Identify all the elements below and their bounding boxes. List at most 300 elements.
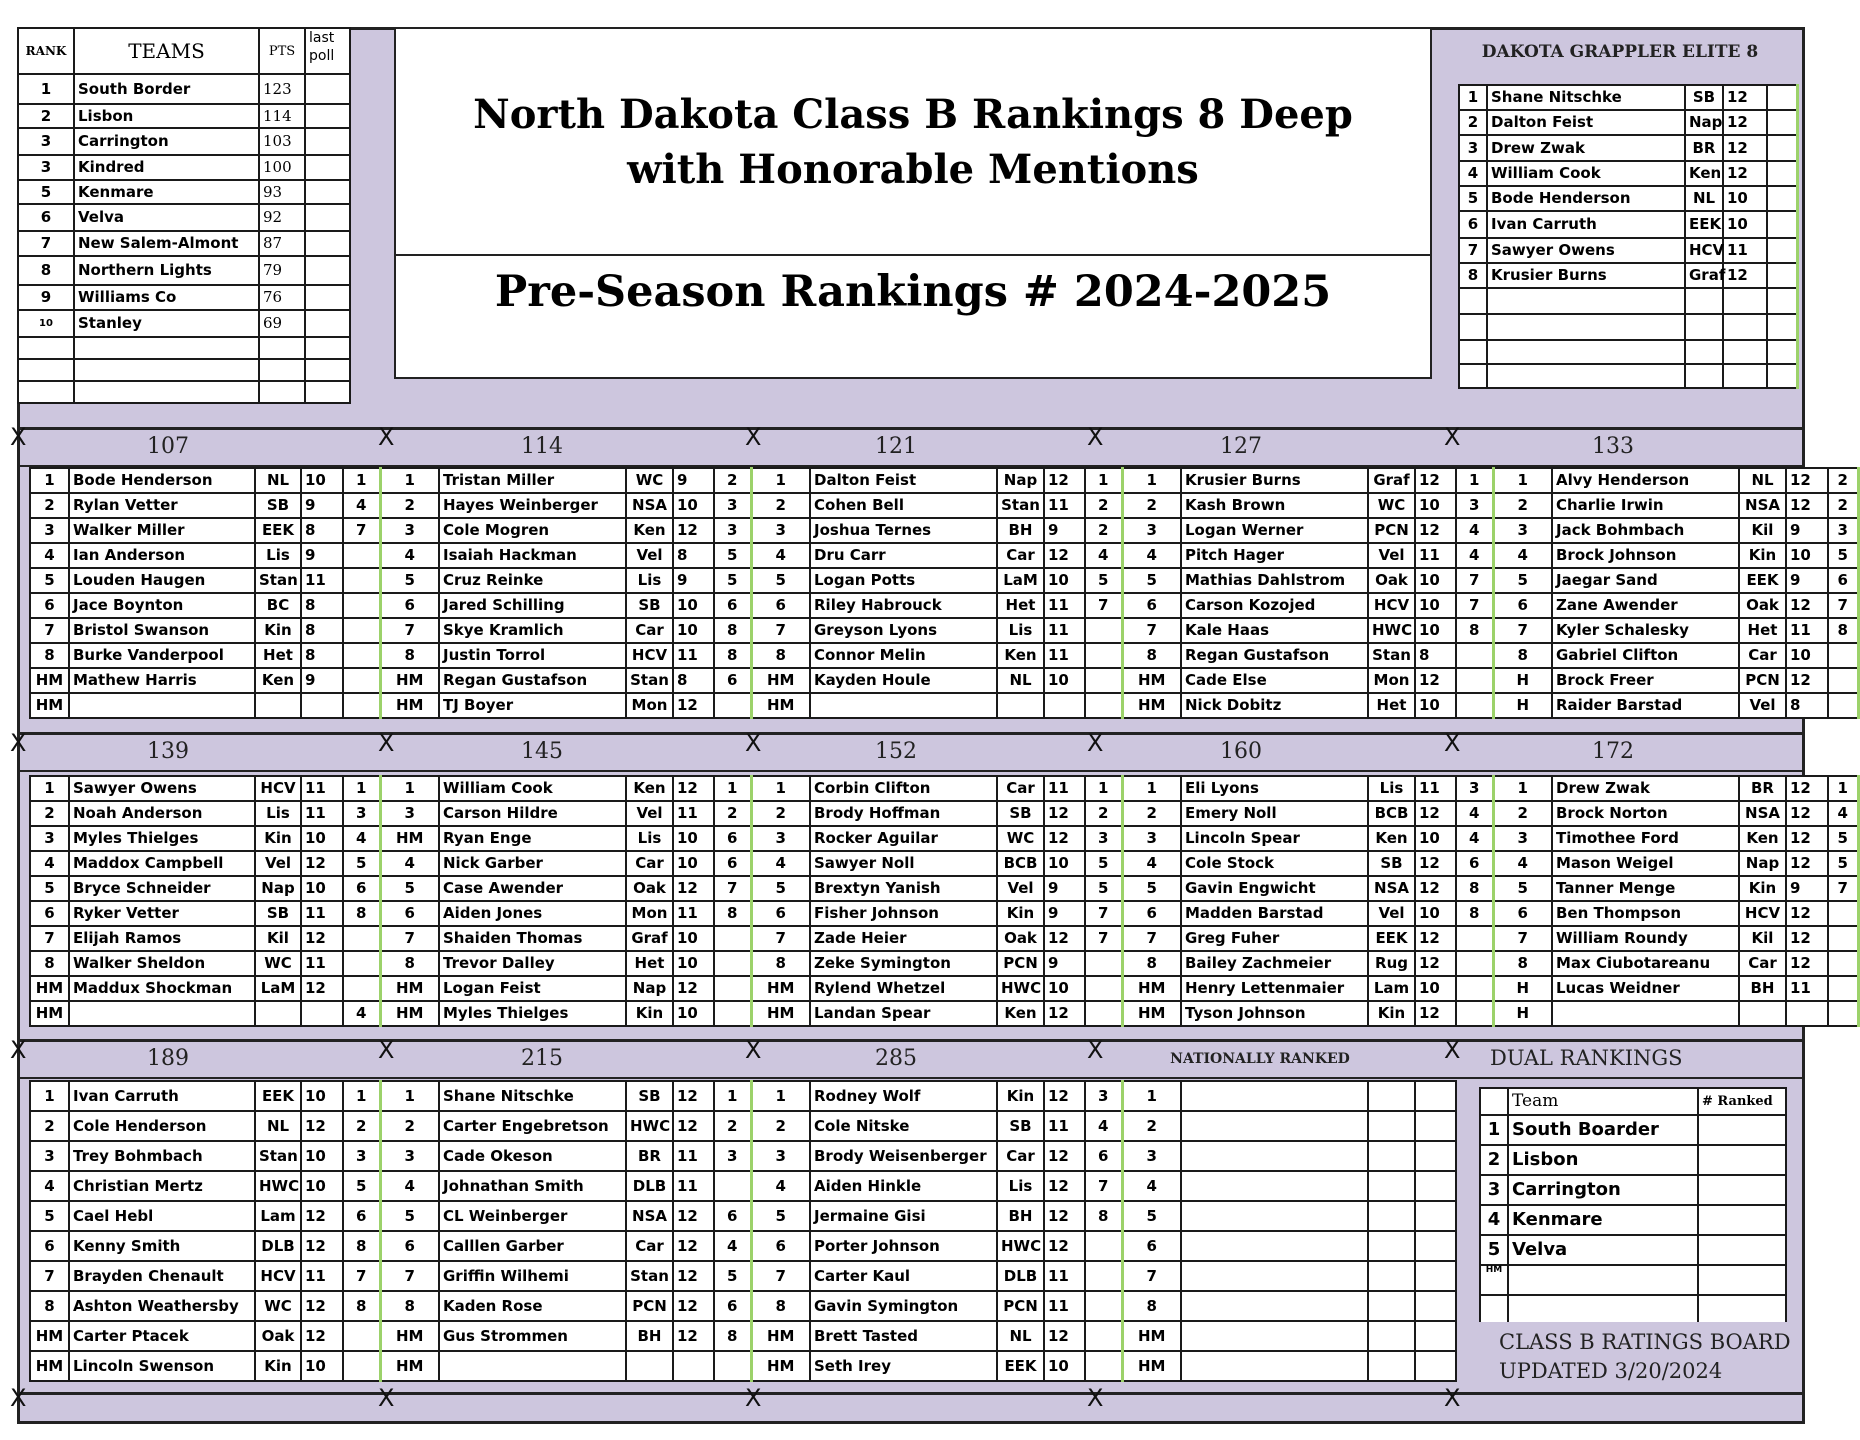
last-poll xyxy=(714,926,751,951)
wrestler-name: Bailey Zachmeier xyxy=(1181,951,1368,976)
wrestler-name: Kale Haas xyxy=(1181,618,1368,643)
wrestler-name: Cohen Bell xyxy=(810,493,997,518)
team: SB xyxy=(1368,851,1415,876)
elite-rank: 1 xyxy=(1459,85,1487,110)
elite-row xyxy=(1459,135,1797,161)
team: SB xyxy=(997,801,1044,826)
wrestler-name xyxy=(1181,1291,1368,1321)
wrestler-name: Riley Habrouck xyxy=(810,593,997,618)
weight-row xyxy=(30,518,1858,543)
elite-grade xyxy=(1723,288,1767,314)
rank: 7 xyxy=(380,1261,439,1291)
team: Mon xyxy=(626,901,673,926)
rank: 4 xyxy=(751,543,810,568)
last-poll: 5 xyxy=(1828,826,1858,851)
elite-row xyxy=(1459,314,1797,340)
team: PCN xyxy=(1739,668,1786,693)
grade: 12 xyxy=(1786,668,1828,693)
last-poll-value xyxy=(305,104,350,128)
last-poll: 4 xyxy=(714,1231,751,1261)
team: NL xyxy=(255,468,301,493)
grade: 12 xyxy=(1415,851,1456,876)
last-poll xyxy=(1085,976,1122,1001)
team: BR xyxy=(626,1141,673,1171)
ratings-board-footer xyxy=(1479,1322,1791,1392)
rank: 7 xyxy=(1493,926,1552,951)
rank: HM xyxy=(380,1321,439,1351)
elite-grade: 10 xyxy=(1723,211,1767,238)
team: NSA xyxy=(1739,493,1786,518)
wrestler-name: Carson Kozojed xyxy=(1181,593,1368,618)
elite-team xyxy=(1685,314,1723,340)
grade xyxy=(301,1001,343,1026)
wrestler-name: Seth Irey xyxy=(810,1351,997,1381)
rank: 4 xyxy=(380,1171,439,1201)
team: SB xyxy=(626,1081,673,1111)
wrestler-name xyxy=(1181,1321,1368,1351)
wrestler-name: Zeke Symington xyxy=(810,951,997,976)
grade: 8 xyxy=(1786,693,1828,718)
team-name: Carrington xyxy=(74,128,259,155)
page-subtitle: Pre-Season Rankings # 2024-2025 xyxy=(494,267,1332,317)
dual-rank: 2 xyxy=(1480,1145,1508,1175)
wrestler-name xyxy=(1181,1171,1368,1201)
weight-rankings-table xyxy=(29,775,1860,1027)
grade: 12 xyxy=(1044,801,1085,826)
rank: 2 xyxy=(30,493,69,518)
team-row xyxy=(18,204,350,231)
wrestler-name: Johnathan Smith xyxy=(439,1171,626,1201)
last-poll: 3 xyxy=(343,801,380,826)
elite-rank xyxy=(1459,340,1487,364)
elite-extra xyxy=(1767,238,1797,263)
grade: 9 xyxy=(301,668,343,693)
team: BH xyxy=(997,1201,1044,1231)
rank: 6 xyxy=(380,1231,439,1261)
grade: 9 xyxy=(673,468,714,493)
last-poll: 8 xyxy=(343,1291,380,1321)
grade: 10 xyxy=(1044,976,1085,1001)
team: Kin xyxy=(1368,1001,1415,1026)
wrestler-name: Isaiah Hackman xyxy=(439,543,626,568)
grade: 12 xyxy=(1786,826,1828,851)
grade: 12 xyxy=(301,851,343,876)
weight-row xyxy=(30,826,1858,851)
grade xyxy=(1415,1171,1456,1201)
team-points xyxy=(259,381,305,403)
last-poll: 7 xyxy=(714,876,751,901)
wrestler-name xyxy=(1181,1351,1368,1381)
wrestler-name: Raider Barstad xyxy=(1552,693,1739,718)
last-poll xyxy=(1085,668,1122,693)
team-row xyxy=(18,256,350,285)
team-points: 103 xyxy=(259,128,305,155)
grade: 12 xyxy=(301,1111,343,1141)
team-points: 93 xyxy=(259,180,305,204)
last-poll: 8 xyxy=(714,618,751,643)
rank: HM xyxy=(30,693,69,718)
team-name xyxy=(74,359,259,381)
weight-row xyxy=(30,851,1858,876)
x-mark: X xyxy=(10,423,27,451)
dual-ranked-count xyxy=(1698,1235,1786,1265)
team: Lis xyxy=(255,801,301,826)
team: HWC xyxy=(997,976,1044,1001)
team-rank: 10 xyxy=(18,310,74,337)
last-poll: 2 xyxy=(1085,493,1122,518)
elite-grade xyxy=(1723,314,1767,340)
x-mark: X xyxy=(1444,729,1461,757)
wrestler-name: Henry Lettenmaier xyxy=(1181,976,1368,1001)
rank: 2 xyxy=(751,801,810,826)
grade: 11 xyxy=(301,901,343,926)
last-poll-value xyxy=(305,337,350,359)
team: PCN xyxy=(626,1291,673,1321)
grade: 9 xyxy=(1044,951,1085,976)
last-poll xyxy=(1085,693,1122,718)
x-mark: X xyxy=(1444,423,1461,451)
rank: 3 xyxy=(751,1141,810,1171)
team: Ken xyxy=(997,643,1044,668)
weight-row xyxy=(30,901,1858,926)
grade: 12 xyxy=(1786,901,1828,926)
x-mark: X xyxy=(10,1036,27,1064)
wrestler-name: Corbin Clifton xyxy=(810,776,997,801)
grade: 12 xyxy=(1044,1231,1085,1261)
wrestler-name: Pitch Hager xyxy=(1181,543,1368,568)
team: NSA xyxy=(1739,801,1786,826)
elite-row xyxy=(1459,263,1797,288)
elite-team xyxy=(1685,364,1723,388)
last-poll: 3 xyxy=(1456,493,1493,518)
team: BR xyxy=(1739,776,1786,801)
team-row xyxy=(18,381,350,403)
wrestler-name: Drew Zwak xyxy=(1552,776,1739,801)
weight-row xyxy=(30,543,1858,568)
weight-row xyxy=(30,693,1858,718)
dual-row xyxy=(1480,1235,1786,1265)
wrestler-name: Max Ciubotareanu xyxy=(1552,951,1739,976)
grade: 8 xyxy=(301,643,343,668)
elite-row xyxy=(1459,110,1797,135)
team: WC xyxy=(626,468,673,493)
team xyxy=(1368,1261,1415,1291)
last-poll: 5 xyxy=(714,1261,751,1291)
wrestler-name: Tristan Miller xyxy=(439,468,626,493)
wrestler-name: Zade Heier xyxy=(810,926,997,951)
elite-row xyxy=(1459,85,1797,110)
rank: HM xyxy=(1122,668,1181,693)
weight-class-label: 145 xyxy=(521,739,563,764)
bottom-band xyxy=(20,1392,1802,1424)
weight-class-label: 139 xyxy=(147,739,189,764)
wrestler-name: Jaegar Sand xyxy=(1552,568,1739,593)
rank: 7 xyxy=(1122,1261,1181,1291)
elite-grade: 12 xyxy=(1723,85,1767,110)
last-poll-value xyxy=(305,285,350,310)
weight-row xyxy=(30,1081,1456,1111)
rank: 7 xyxy=(30,1261,69,1291)
grade: 12 xyxy=(1786,851,1828,876)
wrestler-name: Mason Weigel xyxy=(1552,851,1739,876)
team: Kin xyxy=(255,826,301,851)
wrestler-name: Cael Hebl xyxy=(69,1201,255,1231)
team: Vel xyxy=(997,876,1044,901)
last-poll xyxy=(343,543,380,568)
team-row xyxy=(18,231,350,256)
wrestler-name xyxy=(69,693,255,718)
rank: 8 xyxy=(1122,951,1181,976)
weight-class-label: 285 xyxy=(875,1046,917,1071)
team: Kin xyxy=(997,901,1044,926)
grade: 11 xyxy=(301,1261,343,1291)
elite-row xyxy=(1459,238,1797,263)
rank: 3 xyxy=(30,1141,69,1171)
rank: 7 xyxy=(1122,618,1181,643)
last-poll: 7 xyxy=(1456,593,1493,618)
team xyxy=(1368,1351,1415,1381)
team xyxy=(1368,1111,1415,1141)
dual-ranked-count xyxy=(1698,1175,1786,1205)
wrestler-name: Nick Dobitz xyxy=(1181,693,1368,718)
rank: 3 xyxy=(1122,518,1181,543)
team: Oak xyxy=(626,876,673,901)
wrestler-name: Lincoln Swenson xyxy=(69,1351,255,1381)
grade: 10 xyxy=(673,618,714,643)
weight-rankings-table xyxy=(29,1080,1457,1382)
rank: 4 xyxy=(751,851,810,876)
last-poll-value xyxy=(305,231,350,256)
team-name: Velva xyxy=(74,204,259,231)
wrestler-name xyxy=(1181,1081,1368,1111)
dual-team: Velva xyxy=(1508,1235,1698,1265)
wrestler-name: Walker Miller xyxy=(69,518,255,543)
wrestler-name: Lincoln Spear xyxy=(1181,826,1368,851)
grade: 10 xyxy=(1044,851,1085,876)
rank: HM xyxy=(751,976,810,1001)
x-mark: X xyxy=(378,1384,395,1412)
rank: 6 xyxy=(751,593,810,618)
last-poll: 1 xyxy=(343,468,380,493)
team: WC xyxy=(1368,493,1415,518)
team-name: Kindred xyxy=(74,155,259,180)
grade: 8 xyxy=(301,518,343,543)
last-poll xyxy=(343,643,380,668)
wrestler-name: Cruz Reinke xyxy=(439,568,626,593)
elite-extra xyxy=(1767,186,1797,211)
dual-rank xyxy=(1480,1295,1508,1325)
team: Oak xyxy=(255,1321,301,1351)
grade: 11 xyxy=(673,801,714,826)
wrestler-name: Trey Bohmbach xyxy=(69,1141,255,1171)
dual-team: Carrington xyxy=(1508,1175,1698,1205)
team-row xyxy=(18,128,350,155)
team-row xyxy=(18,104,350,128)
rank: 2 xyxy=(1122,493,1181,518)
rank: HM xyxy=(751,1001,810,1026)
grade: 10 xyxy=(1415,618,1456,643)
grade: 10 xyxy=(673,926,714,951)
last-poll xyxy=(1456,1001,1493,1026)
dual-ranked-count xyxy=(1698,1205,1786,1235)
grade: 11 xyxy=(1044,1111,1085,1141)
grade: 9 xyxy=(1044,518,1085,543)
last-poll xyxy=(343,668,380,693)
last-poll: 1 xyxy=(343,776,380,801)
last-poll: 6 xyxy=(1456,851,1493,876)
last-poll-value xyxy=(305,74,350,104)
elite-team xyxy=(1685,288,1723,314)
rank: 1 xyxy=(380,776,439,801)
team-name: Williams Co xyxy=(74,285,259,310)
x-mark: X xyxy=(378,1036,395,1064)
grade: 8 xyxy=(301,593,343,618)
grade: 12 xyxy=(673,876,714,901)
elite-extra xyxy=(1767,161,1797,186)
dual-team: Kenmare xyxy=(1508,1205,1698,1235)
last-poll: 4 xyxy=(1085,1111,1122,1141)
team: PCN xyxy=(997,951,1044,976)
weight-class-label: 189 xyxy=(147,1046,189,1071)
team-name: New Salem-Almont xyxy=(74,231,259,256)
grade: 12 xyxy=(673,776,714,801)
team: DLB xyxy=(997,1261,1044,1291)
wrestler-name: Tyson Johnson xyxy=(1181,1001,1368,1026)
wrestler-name: Shaiden Thomas xyxy=(439,926,626,951)
team-rank: 7 xyxy=(18,231,74,256)
grade: 11 xyxy=(301,568,343,593)
last-poll: 6 xyxy=(714,593,751,618)
weight-row xyxy=(30,1231,1456,1261)
last-poll xyxy=(714,1171,751,1201)
wrestler-name: CL Weinberger xyxy=(439,1201,626,1231)
dual-ranked-count xyxy=(1698,1115,1786,1145)
grade: 12 xyxy=(301,1201,343,1231)
team xyxy=(626,1351,673,1381)
team: Nap xyxy=(626,976,673,1001)
weight-rankings-table xyxy=(29,467,1860,719)
rank: 4 xyxy=(1122,1171,1181,1201)
wrestler-name xyxy=(1181,1201,1368,1231)
rank: 1 xyxy=(751,1081,810,1111)
wrestler-name: Gabriel Clifton xyxy=(1552,643,1739,668)
wrestler-name: Carson Hildre xyxy=(439,801,626,826)
wrestler-name: Carter Kaul xyxy=(810,1261,997,1291)
dual-rank: HM xyxy=(1480,1265,1508,1295)
rankings-board xyxy=(17,27,1848,1424)
team: Ken xyxy=(1368,826,1415,851)
elite-wrestler-name: Dalton Feist xyxy=(1487,110,1685,135)
dual-ranked-count xyxy=(1698,1145,1786,1175)
team: Vel xyxy=(1368,901,1415,926)
elite-wrestler-name xyxy=(1487,340,1685,364)
rank: HM xyxy=(380,826,439,851)
wrestler-name: Dalton Feist xyxy=(810,468,997,493)
team-row xyxy=(18,310,350,337)
rank: 2 xyxy=(751,493,810,518)
wrestler-name xyxy=(1552,1001,1739,1026)
x-mark: X xyxy=(1087,423,1104,451)
weight-row xyxy=(30,801,1858,826)
rank: 7 xyxy=(1122,926,1181,951)
wrestler-name xyxy=(1181,1111,1368,1141)
rank: HM xyxy=(380,1351,439,1381)
wrestler-name: Logan Feist xyxy=(439,976,626,1001)
grade: 12 xyxy=(673,976,714,1001)
wrestler-name: Cole Nitske xyxy=(810,1111,997,1141)
grade: 12 xyxy=(301,926,343,951)
last-poll: 8 xyxy=(714,643,751,668)
grade: 10 xyxy=(673,826,714,851)
weight-row xyxy=(30,493,1858,518)
team: LaM xyxy=(997,568,1044,593)
elite-wrestler-name: Ivan Carruth xyxy=(1487,211,1685,238)
last-poll: 8 xyxy=(343,901,380,926)
last-poll xyxy=(343,593,380,618)
wrestler-name: Logan Werner xyxy=(1181,518,1368,543)
grade: 12 xyxy=(1415,876,1456,901)
dual-team xyxy=(1508,1265,1698,1295)
team-rank: 5 xyxy=(18,180,74,204)
weight-row xyxy=(30,1291,1456,1321)
team-row xyxy=(18,359,350,381)
wrestler-name: Cole Stock xyxy=(1181,851,1368,876)
last-poll: 6 xyxy=(714,668,751,693)
last-poll xyxy=(1456,668,1493,693)
x-mark: X xyxy=(378,729,395,757)
grade: 10 xyxy=(1415,826,1456,851)
team xyxy=(1368,1201,1415,1231)
elite-wrestler-name: Shane Nitschke xyxy=(1487,85,1685,110)
wrestler-name: William Roundy xyxy=(1552,926,1739,951)
rank: 3 xyxy=(1493,518,1552,543)
wrestler-name: Kenny Smith xyxy=(69,1231,255,1261)
grade: 8 xyxy=(1415,643,1456,668)
grade: 10 xyxy=(301,826,343,851)
team: Kin xyxy=(997,1081,1044,1111)
team: Lis xyxy=(626,568,673,593)
elite-extra xyxy=(1767,364,1797,388)
elite-rank: 3 xyxy=(1459,135,1487,161)
wrestler-name: Trevor Dalley xyxy=(439,951,626,976)
grade: 11 xyxy=(673,643,714,668)
team: Vel xyxy=(626,801,673,826)
team-row xyxy=(18,337,350,359)
wrestler-name: Charlie Irwin xyxy=(1552,493,1739,518)
last-poll xyxy=(1085,618,1122,643)
team: Lam xyxy=(255,1201,301,1231)
last-poll xyxy=(714,976,751,1001)
grade: 11 xyxy=(301,951,343,976)
elite-extra xyxy=(1767,263,1797,288)
grade: 12 xyxy=(673,1111,714,1141)
last-poll: 8 xyxy=(343,1231,380,1261)
last-poll: 8 xyxy=(1456,901,1493,926)
team: Oak xyxy=(1739,593,1786,618)
x-mark: X xyxy=(1444,1384,1461,1412)
last-poll: 7 xyxy=(343,1261,380,1291)
weight-class-label: 152 xyxy=(875,739,917,764)
elite-wrestler-name xyxy=(1487,288,1685,314)
team: NSA xyxy=(626,493,673,518)
team-name xyxy=(74,381,259,403)
rank: 8 xyxy=(30,1291,69,1321)
wrestler-name: Brody Weisenberger xyxy=(810,1141,997,1171)
x-mark: X xyxy=(745,1036,762,1064)
elite-rank: 5 xyxy=(1459,186,1487,211)
last-poll: 5 xyxy=(343,1171,380,1201)
team: Kin xyxy=(626,1001,673,1026)
